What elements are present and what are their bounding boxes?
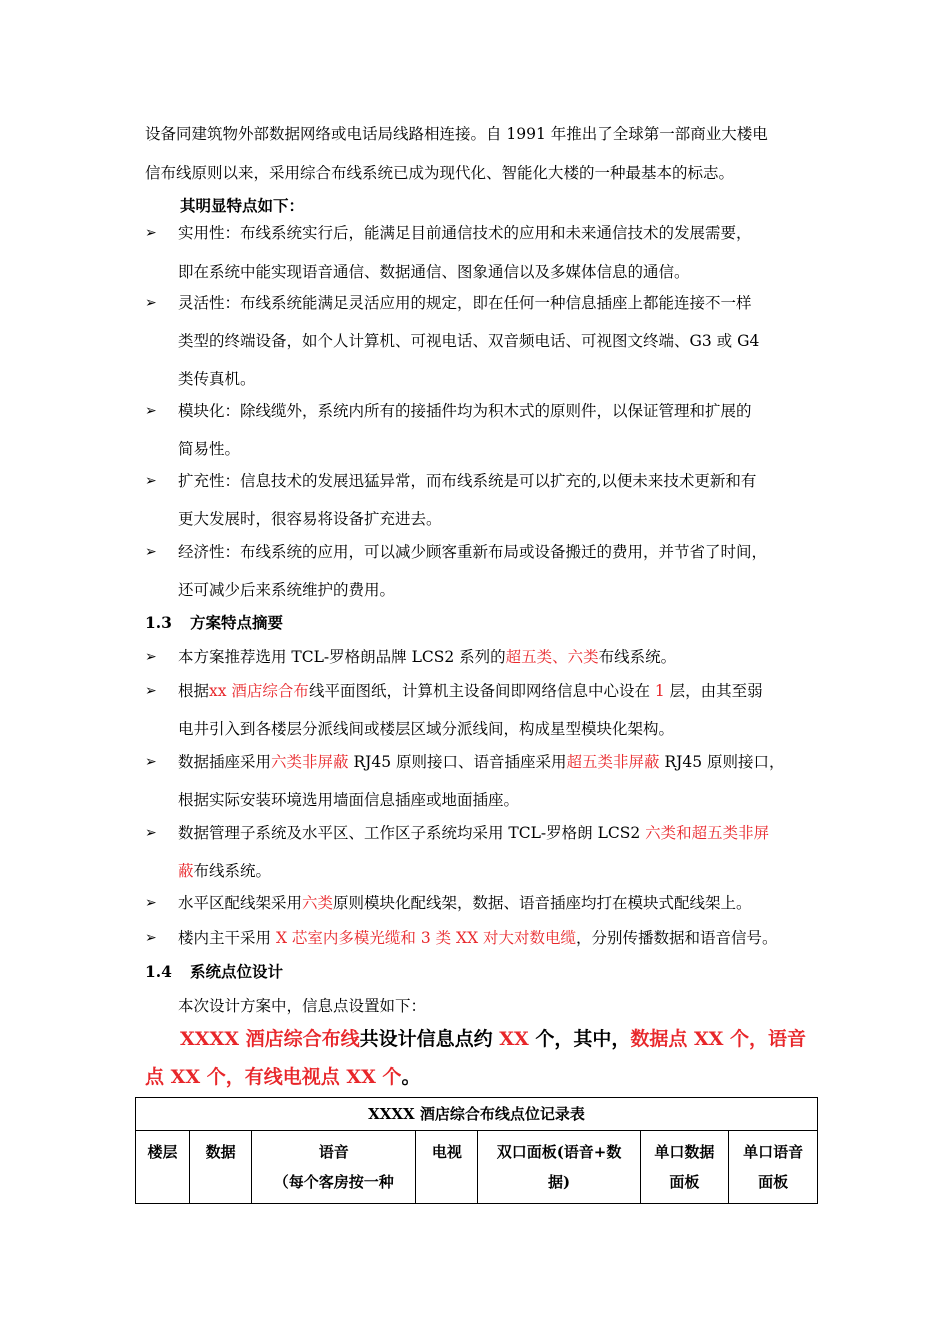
arrow-bullet-icon: ➢ (145, 544, 157, 560)
arrow-bullet-icon: ➢ (145, 930, 157, 946)
feature-flexibility-cont2: 类传真机。 (178, 370, 256, 388)
header-single-data-panel: 单口数据 面板 (640, 1131, 729, 1204)
section-1-3-title: 方案特点摘要 (190, 613, 284, 632)
points-summary-line-1: XXXX 酒店综合布线共设计信息点约 XX 个，其中，数据点 XX 个，语音 (180, 1028, 807, 1050)
scheme-bullet-1: 本方案推荐选用 TCL-罗格朗品牌 LCS2 系列的超五类、六类布线系统。 (178, 648, 677, 666)
header-dual-panel: 双口面板(语音+数 据) (478, 1131, 640, 1204)
scheme-bullet-3: 数据插座采用六类非屏蔽 RJ45 原则接口、语音插座采用超五类非屏蔽 RJ45 原则接口， (178, 753, 785, 771)
feature-flexibility: 灵活性：布线系统能满足灵活应用的规定，即在任何一种信息插座上都能连接不一样 (178, 294, 752, 312)
section-1-4-number: 1.4 (145, 962, 172, 981)
section-1-4-title: 系统点位设计 (190, 962, 284, 981)
scheme-bullet-4: 数据管理子系统及水平区、工作区子系统均采用 TCL-罗格朗 LCS2 六类和超五类非屏 (178, 824, 770, 842)
feature-expandability-cont: 更大发展时，很容易将设备扩充进去。 (178, 510, 442, 528)
points-record-table (135, 1097, 818, 1204)
scheme-bullet-2: 根据xx 酒店综合布线平面图纸，计算机主设备间即网络信息中心设在 1 层，由其至弱 (178, 682, 763, 700)
intro-line-1: 设备同建筑物外部数据网络或电话局线路相连接。自 1991 年推出了全球第一部商业大楼电 (145, 125, 768, 143)
feature-modularity: 模块化：除线缆外，系统内所有的接插件均为积木式的原则件，以保证管理和扩展的 (178, 402, 752, 420)
intro-line-2: 信布线原则以来，采用综合布线系统已成为现代化、智能化大楼的一种最基本的标志。 (145, 164, 735, 182)
feature-expandability: 扩充性：信息技术的发展迅猛异常，而布线系统是可以扩充的,以便未来技术更新和有 (178, 472, 757, 490)
section-1-3-number: 1.3 (145, 613, 172, 632)
feature-practicality: 实用性：布线系统实行后，能满足目前通信技术的应用和未来通信技术的发展需要， (178, 224, 752, 242)
header-tv: 电视 (416, 1131, 478, 1204)
features-heading: 其明显特点如下： (180, 196, 305, 215)
points-intro: 本次设计方案中，信息点设置如下： (178, 997, 427, 1015)
points-summary-line-2: 点 XX 个，有线电视点 XX 个。 (145, 1066, 421, 1088)
header-single-voice-panel: 单口语音 面板 (729, 1131, 818, 1204)
arrow-bullet-icon: ➢ (145, 473, 157, 489)
table-header-row (136, 1131, 818, 1204)
feature-modularity-cont: 简易性。 (178, 440, 241, 458)
feature-economy-cont: 还可减少后来系统维护的费用。 (178, 581, 396, 599)
arrow-bullet-icon: ➢ (145, 825, 157, 841)
header-data: 数据 (190, 1131, 252, 1204)
feature-flexibility-cont: 类型的终端设备，如个人计算机、可视电话、双音频电话、可视图文终端、G3 或 G4 (178, 332, 760, 350)
header-floor: 楼层 (136, 1131, 190, 1204)
scheme-bullet-3-cont: 根据实际安装环境选用墙面信息插座或地面插座。 (178, 791, 520, 809)
feature-economy: 经济性：布线系统的应用，可以减少顾客重新布局或设备搬迁的费用，并节省了时间， (178, 543, 768, 561)
arrow-bullet-icon: ➢ (145, 295, 157, 311)
scheme-bullet-2-cont: 电井引入到各楼层分派线间或楼层区域分派线间，构成星型模块化架构。 (178, 720, 675, 738)
arrow-bullet-icon: ➢ (145, 754, 157, 770)
feature-practicality-cont: 即在系统中能实现语音通信、数据通信、图象通信以及多媒体信息的通信。 (178, 263, 690, 281)
header-voice: 语音 （每个客房按一种 (252, 1131, 416, 1204)
scheme-bullet-6: 楼内主干采用 X 芯室内多模光缆和 3 类 XX 对大对数电缆，分别传播数据和语音信号。 (178, 929, 778, 947)
arrow-bullet-icon: ➢ (145, 683, 157, 699)
arrow-bullet-icon: ➢ (145, 895, 157, 911)
arrow-bullet-icon: ➢ (145, 225, 157, 241)
arrow-bullet-icon: ➢ (145, 403, 157, 419)
scheme-bullet-4-cont: 蔽布线系统。 (178, 862, 272, 880)
arrow-bullet-icon: ➢ (145, 649, 157, 665)
table-title: XXXX 酒店综合布线点位记录表 (136, 1098, 818, 1131)
scheme-bullet-5: 水平区配线架采用六类原则模块化配线架，数据、语音插座均打在模块式配线架上。 (178, 894, 752, 912)
